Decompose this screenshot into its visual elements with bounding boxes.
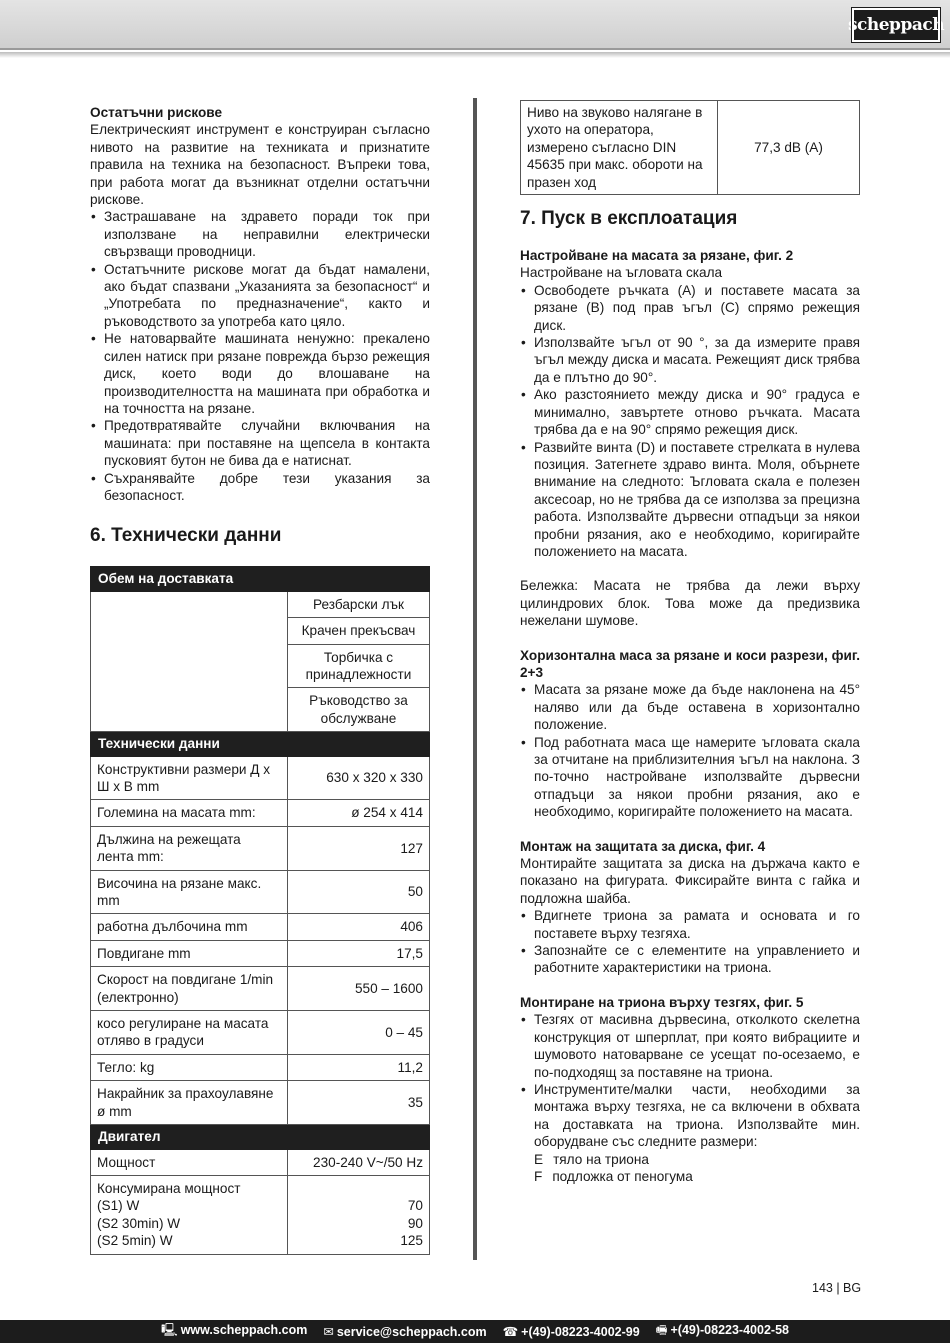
phone-text: +(49)-08223-4002-99 (521, 1325, 640, 1339)
spec-label: Дължина на режещата лента mm: (91, 826, 288, 870)
table-row (91, 1054, 430, 1080)
delivery-item: Крачен прекъсвач (288, 618, 430, 644)
noise-value: 77,3 dB (A) (718, 101, 860, 195)
table-row (91, 800, 430, 826)
delivery-item: Резбарски лък (288, 591, 430, 617)
item-text: подложка от пеногума (552, 1168, 693, 1184)
header-bar (0, 0, 950, 50)
list-item (534, 1151, 860, 1168)
mount-list (520, 1011, 860, 1150)
consumption-label-line: (S2 5min) W (97, 1233, 173, 1249)
list-item: • Предотвратявайте случайни включвания на машината: при поставяне на щепсела в контакта пусковият бутон не бива да е натиснат. (90, 417, 430, 469)
spec-value: ø 254 x 414 (288, 800, 430, 826)
column-divider (473, 98, 477, 1260)
list-item: • Използвайте ъгъл от 90 °, за да измерите правя ъгъл между диска и масата. Режещият диск трябва да е плътно до 90°. (520, 334, 860, 386)
list-item: • Застрашаване на здравето поради ток при използване на неправилни електрически свързващи проводници. (90, 208, 430, 260)
spec-value: 550 – 1600 (288, 967, 430, 1011)
table-setup-list (520, 282, 860, 561)
table-row (91, 1149, 430, 1175)
mount-sublist (520, 1151, 860, 1186)
page-number: 143 | BG (812, 1281, 862, 1295)
guard-list (520, 907, 860, 977)
table-row (91, 914, 430, 940)
note-text: Бележка: Масата не трябва да лежи върху цилиндрових блок. Това може да предизвика нежелани шумове. (520, 578, 860, 629)
spec-value: 630 x 320 x 330 (288, 756, 430, 800)
specs-table (90, 566, 430, 1254)
list-item: • Масата за рязане може да бъде наклонена на 45° наляво или да бъде оставена в хоризонтално положение. (520, 681, 860, 733)
list-item: • Вдигнете триона за рамата и основата и го поставете върху тезгяха. (520, 907, 860, 942)
delivery-item: Ръководство за обслужване (288, 688, 430, 732)
list-item: • Ако разстоянието между диска и 90° градуса е минимално, завъртете отново ръчката. Масата трябва да е на 90° спрямо режещия диск. (520, 386, 860, 438)
footer-phone (503, 1324, 640, 1339)
spec-value: 35 (288, 1081, 430, 1125)
footer-website[interactable] (161, 1321, 307, 1342)
spec-value: 127 (288, 826, 430, 870)
table-row (91, 967, 430, 1011)
motor-header: Двигател (91, 1125, 430, 1149)
spec-label: работна дълбочина mm (91, 914, 288, 940)
spec-label: Големина на масата mm: (91, 800, 288, 826)
horizontal-table-title: Хоризонтална маса за рязане и коси разрези, фиг. 2+3 (520, 647, 860, 680)
table-row (91, 1175, 430, 1254)
consumption-values (288, 1175, 430, 1254)
tech-header: Технически данни (91, 732, 430, 756)
guard-text: Монтирайте защитата за диска на държача както е показано на фигурата. Фиксирайте винта с гайка и подложна шайба. (520, 856, 860, 906)
power-value: 230-240 V~/50 Hz (288, 1149, 430, 1175)
mount-title: Монтиране на триона върху тезгях, фиг. 5 (520, 994, 804, 1010)
right-column (520, 100, 860, 1185)
spec-label: Конструктивни размери Д x Ш x В mm (91, 756, 288, 800)
spec-value: 11,2 (288, 1054, 430, 1080)
list-item: • Не натоварвайте машината ненужно: прекалено силен натиск при рязане поврежда бързо режещия диск, което води до влошаване на производителността на машината при обработка и на точността на рязане. (90, 330, 430, 417)
spec-value: 406 (288, 914, 430, 940)
table-row (91, 940, 430, 966)
spec-value: 0 – 45 (288, 1011, 430, 1055)
spec-value: 17,5 (288, 940, 430, 966)
consumption-label-line: (S2 30min) W (97, 1215, 181, 1231)
consumption-value: 125 (400, 1233, 423, 1249)
table-row (91, 870, 430, 914)
list-item: • Освободете ръчката (A) и поставете масата за рязане (B) под прав ъгъл (C) спрямо режещия диск. (520, 282, 860, 334)
footer-email[interactable] (323, 1324, 486, 1339)
noise-table (520, 100, 860, 195)
delivery-item: Торбичка с принадлежности (288, 644, 430, 688)
list-item: • Съхранявайте добре тези указания за безопасност. (90, 470, 430, 505)
list-item: • Под работната маса ще намерите ъгловата скала за отчитане на приблизителния ъгъл на наклона. З по-точно настройване използвайте дървесни отпадъци за някои пробни рязания, ако е необходимо, коригирайте положението на масата. (520, 734, 860, 821)
fax-icon: 🖷 (655, 1323, 668, 1337)
list-item: • Запознайте се с елементите на управлението и работните характеристики на триона. (520, 942, 860, 977)
list-item: • Развийте винта (D) и поставете стрелката в нулева позиция. Затегнете здраво винта. Моля, обърнете внимание на следното: Ъгловата скала е полезен аксесоар, но не трябва да се използва за прецизна работа. Използвайте дървесни отпадъци за някои пробни рязания, ако е необходимо, коригирайте положението на масата. (520, 439, 860, 561)
guard-title: Монтаж на защитата за диска, фиг. 4 (520, 838, 766, 854)
table-setup-subtitle: Настройване на ъгловата скала (520, 265, 723, 281)
consumption-label-line: Консумирана мощност (97, 1180, 241, 1196)
left-column (90, 104, 430, 1255)
noise-label: Ниво на звуково налягане в ухото на оператора, измерено съгласно DIN 45635 при макс. обороти на празен ход (521, 101, 718, 195)
spec-value: 50 (288, 870, 430, 914)
brand-logo: scheppach (852, 8, 940, 42)
mail-icon: ✉ (323, 1325, 334, 1339)
delivery-header: Обем на доставката (91, 567, 430, 591)
table-row (91, 756, 430, 800)
spec-label: Тегло: kg (91, 1054, 288, 1080)
horizontal-table-list (520, 681, 860, 820)
item-letter: F (534, 1168, 543, 1184)
website-text: www.scheppach.com (180, 1323, 308, 1337)
list-item: • Инструментите/малки части, необходими за монтажа върху тезгяха, не са включени в обхвата на доставката на триона. Използвайте мин. оборудване със следните размери: (520, 1081, 860, 1151)
table-setup-title: Настройване на масата за рязане, фиг. 2 (520, 248, 794, 264)
consumption-label (91, 1175, 288, 1254)
fax-text: +(49)-08223-4002-58 (670, 1323, 789, 1337)
spec-label: Височина на рязане макс. mm (91, 870, 288, 914)
footer-fax (656, 1321, 789, 1342)
residual-risks-intro: Електрическият инструмент е конструиран съгласно нивото на развитие на техниката и признатите правила на техника на безопасност. Въпреки това, при работа могат да възникнат отделни остатъчни рискове. (90, 122, 430, 208)
spec-label: Накрайник за прахоулавяне ø mm (91, 1081, 288, 1125)
list-item: • Тезгях от масивна дървесина, отколкото скелетна конструкция от шперплат, при която вибрациите и шумовото натоварване се усещат по-осезаемо, е по-подходящ за поставяне на триона. (520, 1011, 860, 1081)
header-shadow (0, 52, 950, 58)
table-row (91, 1081, 430, 1125)
power-label: Мощност (91, 1149, 288, 1175)
list-item: • Остатъчните рискове могат да бъдат намалени, ако бъдат спазвани „Указанията за безопасност“ и „Употребата по предназначение“, както и ръководството за употреба като цяло. (90, 261, 430, 331)
consumption-value: 70 (407, 1198, 423, 1214)
computer-icon: 🖳 (161, 1323, 178, 1337)
delivery-empty-cell (91, 591, 288, 731)
spec-label: косо регулиране на масата отляво в градуси (91, 1011, 288, 1055)
footer-bar (0, 1320, 950, 1343)
consumption-value: 90 (407, 1215, 423, 1231)
residual-risks-list (90, 208, 430, 504)
list-item (534, 1168, 860, 1185)
residual-risks-title: Остатъчни рискове (90, 105, 223, 120)
phone-icon: ☎ (502, 1325, 519, 1339)
spec-label: Скорост на повдигане 1/min (електронно) (91, 967, 288, 1011)
section-6-heading: 6. Технически данни (90, 525, 282, 547)
spec-label: Повдигане mm (91, 940, 288, 966)
item-text: тяло на триона (553, 1151, 649, 1167)
consumption-label-line: (S1) W (97, 1198, 140, 1214)
item-letter: E (534, 1151, 544, 1167)
email-text: service@scheppach.com (336, 1325, 487, 1339)
section-7-heading: 7. Пуск в експлоатация (520, 208, 738, 230)
table-row (91, 826, 430, 870)
table-row (91, 1011, 430, 1055)
